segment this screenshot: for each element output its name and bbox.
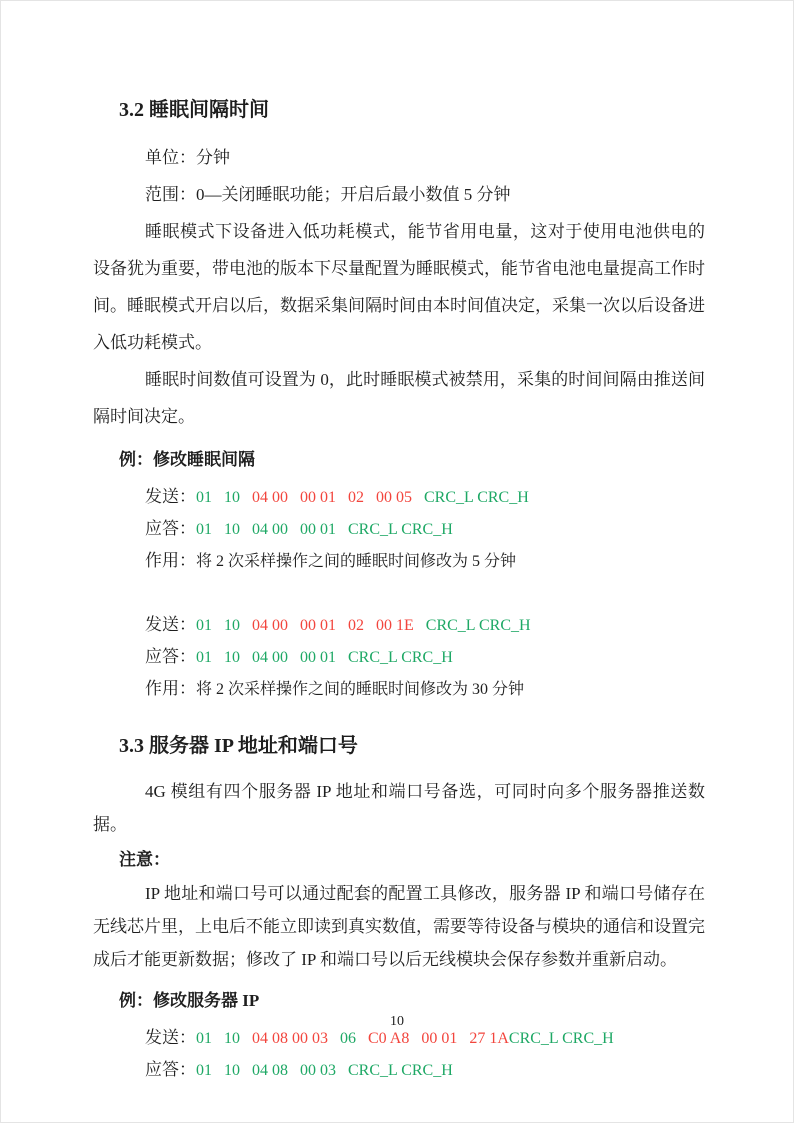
block-spacer — [93, 577, 705, 609]
hex-segment: CRC_L CRC_H — [412, 489, 529, 506]
modbus-effect-line — [93, 673, 705, 705]
hex-segment: 01 10 — [196, 489, 252, 506]
hex-segment: 04 08 00 03 — [252, 1030, 328, 1047]
sleep-example-label: 例：修改睡眠间隔 — [119, 450, 255, 469]
modbus-effect-line — [93, 545, 705, 577]
hex-segment: 01 10 — [196, 617, 252, 634]
sleep-paragraph-1: 睡眠模式下设备进入低功耗模式，能节省用电量，这对于使用电池供电的设备犹为重要，带电池的版本下尽量配置为睡眠模式，能节省电池电量提高工作时间。睡眠模式开启以后，数据采集间隔时间由本时间值决定，采集一次以后设备进入低功耗模式。 — [93, 222, 705, 352]
modbus-send-line — [93, 609, 705, 641]
page-number: 10 — [390, 1014, 404, 1029]
modbus-reply-line — [93, 641, 705, 673]
send-label: 发送： — [145, 615, 196, 634]
effect-text: 将 2 次采样操作之间的睡眠时间修改为 30 分钟 — [196, 681, 525, 698]
reply-label: 应答： — [145, 647, 196, 666]
hex-segment: 04 00 00 01 02 00 1E — [252, 617, 414, 634]
section-heading-server-ip: 3.3 服务器 IP 地址和端口号 — [119, 735, 358, 757]
hex-segment: 01 10 04 00 00 01 CRC_L CRC_H — [196, 521, 453, 538]
section-heading-sleep-interval: 3.2 睡眠间隔时间 — [119, 99, 269, 121]
effect-label: 作用： — [145, 679, 196, 698]
modbus-example-block — [93, 481, 705, 577]
effect-text: 将 2 次采样操作之间的睡眠时间修改为 5 分钟 — [196, 553, 517, 570]
modbus-reply-line — [93, 513, 705, 545]
server-paragraph-1: 4G 模组有四个服务器 IP 地址和端口号备选，可同时向多个服务器推送数据。 — [93, 782, 705, 834]
hex-segment: 06 — [328, 1030, 368, 1047]
reply-label: 应答： — [145, 519, 196, 538]
modbus-reply-line — [93, 1054, 705, 1086]
page-content — [93, 97, 705, 1086]
hex-segment: CRC_L CRC_H — [508, 1030, 614, 1047]
sleep-range-line: 范围：0—关闭睡眠功能；开启后最小数值 5 分钟 — [145, 185, 511, 204]
hex-segment: 01 10 — [196, 1030, 252, 1047]
send-label: 发送： — [145, 1028, 196, 1047]
sleep-unit-line: 单位：分钟 — [145, 148, 230, 167]
server-example-label: 例：修改服务器 IP — [119, 991, 260, 1010]
reply-label: 应答： — [145, 1060, 196, 1079]
note-label: 注意： — [119, 850, 170, 869]
sleep-paragraph-2: 睡眠时间数值可设置为 0，此时睡眠模式被禁用，采集的时间间隔由推送间隔时间决定。 — [93, 370, 705, 426]
hex-segment: 01 10 04 00 00 01 CRC_L CRC_H — [196, 649, 453, 666]
hex-segment: C0 A8 00 01 27 1A — [368, 1030, 509, 1047]
hex-segment: 04 00 00 01 02 00 05 — [252, 489, 412, 506]
hex-segment: 01 10 04 08 00 03 CRC_L CRC_H — [196, 1062, 453, 1079]
server-note-paragraph: IP 地址和端口号可以通过配套的配置工具修改，服务器 IP 和端口号储存在无线芯片里，上电后不能立即读到真实数值，需要等待设备与模块的通信和设置完成后才能更新数据；修改了 IP 和端口号以后无线模块会保存参数并重新启动。 — [93, 884, 705, 969]
send-label: 发送： — [145, 487, 196, 506]
modbus-send-line — [93, 481, 705, 513]
hex-segment: CRC_L CRC_H — [413, 617, 531, 634]
modbus-example-block — [93, 609, 705, 705]
modbus-example-block — [93, 1022, 705, 1086]
effect-label: 作用： — [145, 551, 196, 570]
